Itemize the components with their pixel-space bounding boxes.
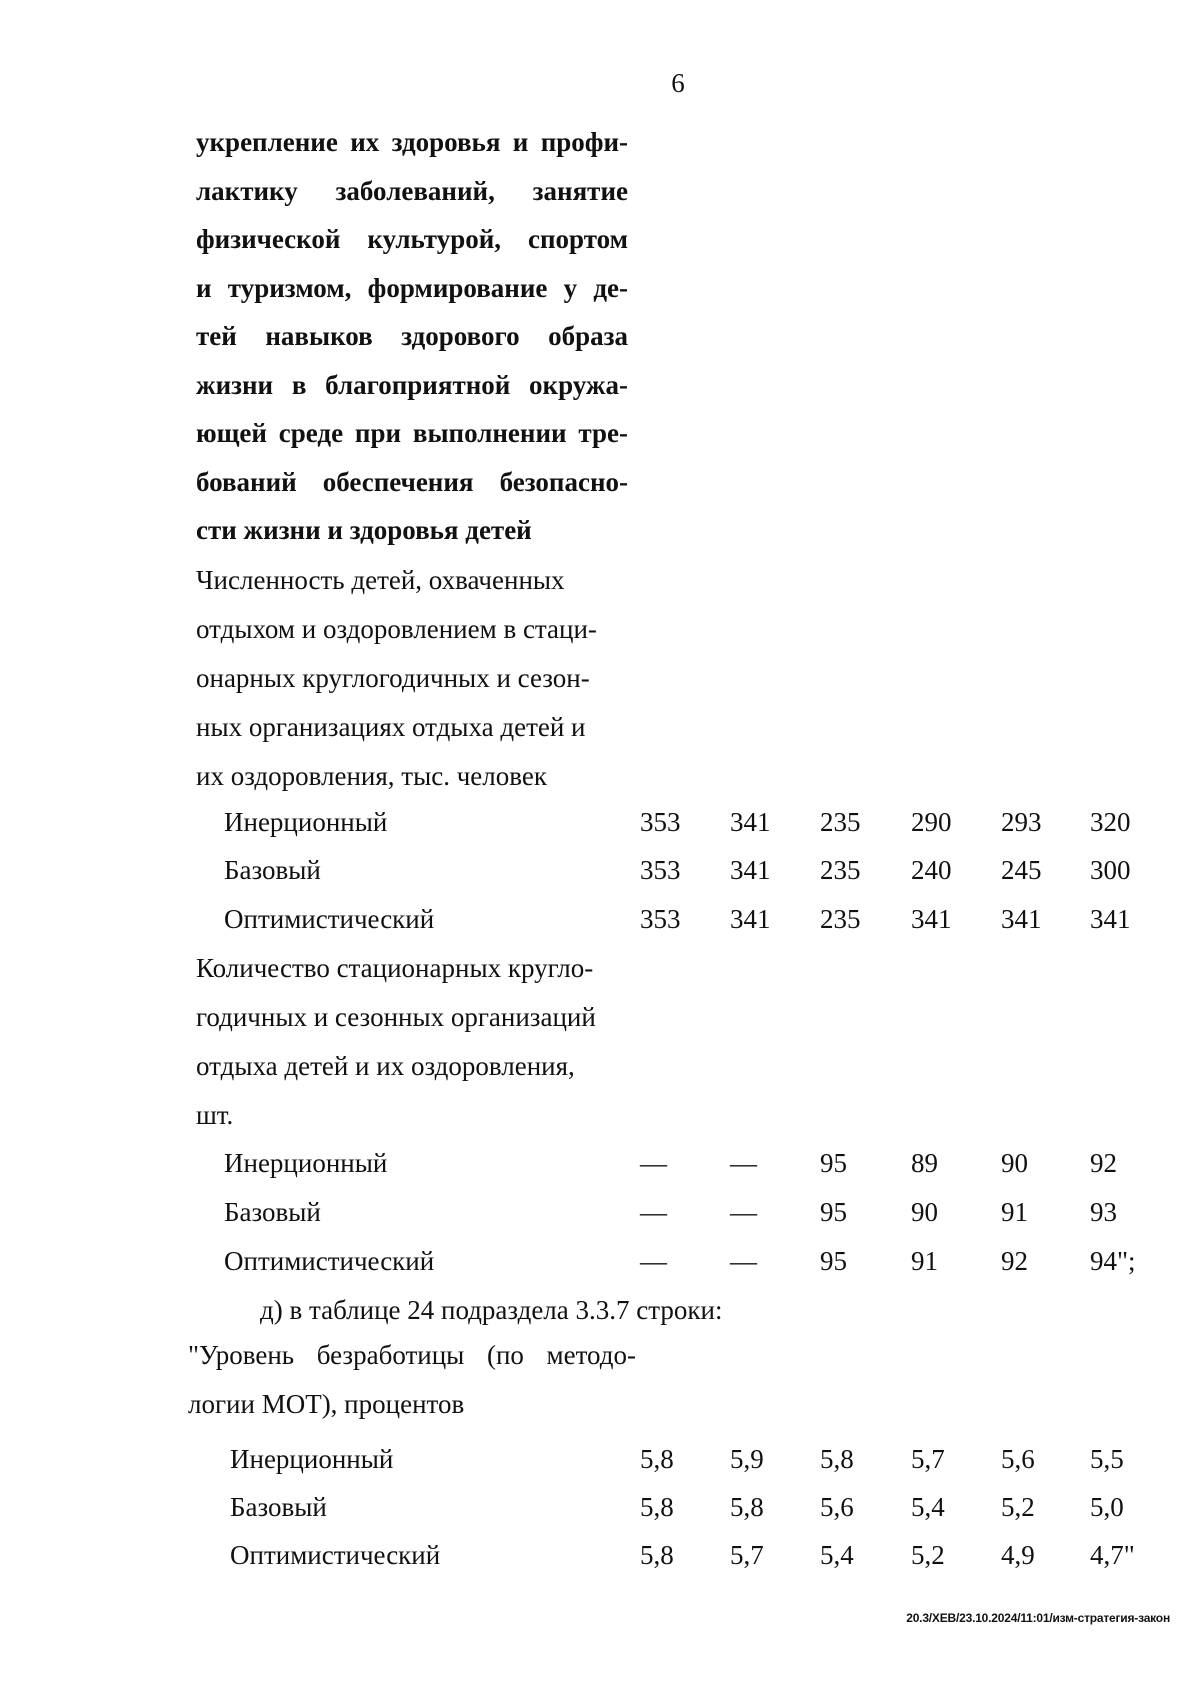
page-number: 6 (671, 68, 685, 98)
table-row (0, 1540, 1200, 1580)
amendment-intro-line: д) в таблице 24 подраздела 3.3.7 строки: (260, 1295, 723, 1325)
table-cell: 235 (820, 904, 861, 934)
table-row (0, 904, 1200, 944)
table-cell: 92 (1001, 1246, 1028, 1276)
indicator-title-line: отдыхом и оздоровлением в стаци- (196, 614, 597, 644)
table-cell: 353 (640, 904, 681, 934)
table-cell: 235 (820, 855, 861, 885)
indicator-title-line: шт. (196, 1100, 234, 1130)
indicator-title-line: Численность детей, охваченных (196, 565, 565, 595)
table-cell: 341 (730, 904, 771, 934)
table-cell: 95 (820, 1246, 847, 1276)
table-cell: — (640, 1246, 667, 1276)
table-cell: 293 (1001, 807, 1042, 837)
heading-line: ющей среде при выполнении тре- (196, 418, 628, 448)
table-cell: 92 (1090, 1148, 1117, 1178)
indicator-title-unemployment (188, 1331, 636, 1429)
table-cell: 5,4 (820, 1540, 854, 1570)
table-cell: 4,9 (1001, 1540, 1035, 1570)
table-cell: 341 (730, 807, 771, 837)
table-cell: 5,6 (820, 1492, 854, 1522)
table-row (0, 1444, 1200, 1484)
table-cell: 89 (911, 1148, 938, 1178)
scenario-label: Инерционный (224, 1148, 388, 1178)
scenario-label: Базовый (224, 1197, 321, 1227)
scenario-label: Базовый (224, 855, 321, 885)
table-cell: 235 (820, 807, 861, 837)
indicator-title-line: ных организациях отдыха детей и (196, 712, 586, 742)
table-row (0, 1246, 1200, 1286)
table-cell: 95 (820, 1197, 847, 1227)
table-row (0, 1197, 1200, 1237)
indicator-title-line: их оздоровления, тыс. человек (196, 761, 547, 791)
table-cell: 5,6 (1001, 1444, 1035, 1474)
table-cell: 91 (1001, 1197, 1028, 1227)
indicator-title-organizations-count (196, 944, 636, 1140)
table-cell: 90 (911, 1197, 938, 1227)
table-cell: — (640, 1197, 667, 1227)
heading-line: физической культурой, спортом (196, 224, 628, 254)
heading-line: и туризмом, формирование у де- (196, 272, 628, 303)
table-cell: 90 (1001, 1148, 1028, 1178)
scenario-label: Инерционный (230, 1444, 394, 1474)
heading-line: тей навыков здорового образа (196, 321, 628, 351)
table-row (0, 1492, 1200, 1532)
table-cell: 5,2 (911, 1540, 945, 1570)
indicator-title-line: "Уровень безработицы (по методо- (188, 1340, 636, 1370)
heading-line: сти жизни и здоровья детей (196, 515, 532, 545)
table-cell: — (730, 1197, 757, 1227)
table-cell: 93 (1090, 1197, 1117, 1227)
indicator-title-line: годичных и сезонных организаций (196, 1002, 596, 1032)
table-cell: 5,8 (730, 1492, 764, 1522)
table-cell: 5,9 (730, 1444, 764, 1474)
indicator-title-line: Количество стационарных кругло- (196, 953, 594, 983)
table-cell: 4,7" (1090, 1540, 1135, 1570)
table-cell: 240 (911, 855, 952, 885)
table-cell: 95 (820, 1148, 847, 1178)
table-cell: 341 (1090, 904, 1131, 934)
heading-line: жизни в благоприятной окружа- (196, 369, 628, 400)
table-cell: 353 (640, 807, 681, 837)
table-cell: 5,7 (911, 1444, 945, 1474)
table-cell: 5,4 (911, 1492, 945, 1522)
table-cell: 353 (640, 855, 681, 885)
indicator-title-children-count (196, 556, 636, 801)
table-cell: 91 (911, 1246, 938, 1276)
scenario-label: Инерционный (224, 807, 388, 837)
table-cell: 5,8 (820, 1444, 854, 1474)
table-cell: 5,2 (1001, 1492, 1035, 1522)
table-cell: 5,8 (640, 1492, 674, 1522)
table-cell: 245 (1001, 855, 1042, 885)
table-cell: 320 (1090, 807, 1131, 837)
scenario-label: Оптимистический (224, 1246, 435, 1276)
scenario-label: Оптимистический (230, 1540, 441, 1570)
table-row (0, 1148, 1200, 1188)
document-footer-stamp: 20.3/ХЕВ/23.10.2024/11:01/изм-стратегия-закон (906, 1611, 1170, 1625)
table-cell: 341 (1001, 904, 1042, 934)
table-cell: 5,7 (730, 1540, 764, 1570)
scenario-label: Оптимистический (224, 904, 435, 934)
table-cell: 5,0 (1090, 1492, 1124, 1522)
table-cell: 300 (1090, 855, 1131, 885)
table-cell: 94"; (1090, 1246, 1136, 1276)
heading-line: лактику заболеваний, занятие (196, 175, 628, 206)
heading-line: укрепление их здоровья и профи- (196, 127, 628, 157)
table-cell: — (730, 1148, 757, 1178)
scenario-label: Базовый (230, 1492, 327, 1522)
table-row (0, 855, 1200, 895)
table-cell: 5,8 (640, 1444, 674, 1474)
indicator-title-line: отдыха детей и их оздоровления, (196, 1051, 575, 1081)
indicator-title-line: онарных круглогодичных и сезон- (196, 663, 590, 693)
table-cell: — (640, 1148, 667, 1178)
table-cell: 5,5 (1090, 1444, 1124, 1474)
heading-line: бований обеспечения безопасно- (196, 466, 628, 497)
table-cell: 5,8 (640, 1540, 674, 1570)
table-cell: 341 (911, 904, 952, 934)
table-cell: 290 (911, 807, 952, 837)
section-heading (196, 118, 628, 555)
indicator-title-line: логии МОТ), процентов (188, 1389, 465, 1419)
table-cell: — (730, 1246, 757, 1276)
table-cell: 341 (730, 855, 771, 885)
table-row (0, 807, 1200, 847)
